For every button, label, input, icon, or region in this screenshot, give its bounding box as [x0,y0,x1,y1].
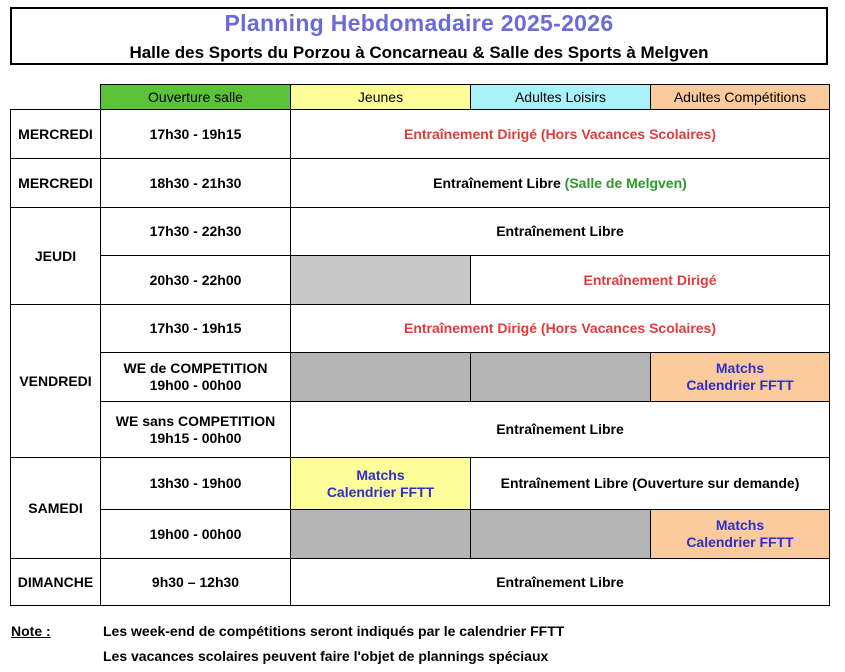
time-cell [100,158,291,208]
time-label-line1: WE sans COMPETITION [115,412,276,429]
day-label: DIMANCHE [17,573,94,590]
day-mercredi-1 [10,109,101,159]
time-cell [100,457,291,510]
time-label: 17h30 - 22h30 [149,223,242,239]
time-cell [100,304,291,353]
time-cell [100,207,291,256]
matchs-label-line2: Calendrier FFTT [326,483,435,500]
day-dimanche [10,558,101,606]
matchs-label-line2: Calendrier FFTT [686,377,794,393]
page-title: Planning Hebdomadaire 2025-2026 [224,10,614,36]
matchs-label-line2: Calendrier FFTT [686,534,794,550]
day-mercredi-2 [10,158,101,208]
page-subtitle: Halle des Sports du Porzou à Concarneau & Salle des Sports à Melgven [129,43,709,62]
activity-cell [290,304,830,353]
day-vendredi [10,304,101,458]
day-label: VENDREDI [19,372,92,389]
activity-label: Entraînement Dirigé (Hors Vacances Scolaires) [403,320,716,336]
matchs-label-line1: Matchs [715,517,765,533]
day-label: JEUDI [34,247,77,264]
matchs-cell [650,352,830,402]
time-label: 18h30 - 21h30 [149,174,242,191]
time-label: 19h00 - 00h00 [149,525,242,542]
note-label: Note : [11,623,51,639]
empty-cell [290,509,471,559]
activity-label: Entraînement Dirigé [583,271,717,288]
time-cell [100,255,291,305]
activity-label: Entraînement Dirigé (Hors Vacances Scolaires) [403,125,716,142]
time-cell [100,401,291,458]
note-line-1: Les week-end de compétitions seront indiqués par le calendrier FFTT [103,623,565,639]
time-label-line2: 19h00 - 00h00 [149,377,242,393]
activity-label: Entraînement Libre [496,421,624,437]
time-label: 17h30 - 19h15 [149,125,242,142]
note-line-2: Les vacances scolaires peuvent faire l'objet de plannings spéciaux [103,648,549,664]
header-jeunes-label: Jeunes [357,88,404,105]
activity-cell [290,207,830,256]
header-adultes-competitions [650,84,830,110]
activity-label: Entraînement Libre (Ouverture sur demande) [500,475,800,491]
matchs-label-line1: Matchs [715,360,765,376]
time-cell [100,352,291,402]
activity-cell [470,255,830,305]
header-adultes-loisirs-label: Adultes Loisirs [514,88,607,105]
time-cell [100,109,291,159]
matchs-cell [650,509,830,559]
activity-cell [290,158,830,208]
empty-cell [290,352,471,402]
day-samedi [10,457,101,559]
day-jeudi [10,207,101,305]
time-label: 9h30 – 12h30 [151,573,240,590]
header-jeunes [290,84,471,110]
activity-label: Entraînement Libre [433,174,561,191]
time-label: 17h30 - 19h15 [149,320,242,336]
header-ouverture [100,84,291,110]
day-label: SAMEDI [28,499,83,516]
activity-label: Entraînement Libre [496,573,624,590]
time-label-line2: 19h15 - 00h00 [149,429,242,446]
time-cell [100,558,291,606]
activity-cell [290,401,830,458]
time-label: 13h30 - 19h00 [149,475,242,491]
activity-cell [290,558,830,606]
empty-cell [470,352,651,402]
day-label: MERCREDI [18,125,93,142]
empty-cell [470,509,651,559]
empty-cell [290,255,471,305]
matchs-cell [290,457,471,510]
header-adultes-competitions-label: Adultes Compétitions [673,88,807,105]
activity-cell [470,457,830,510]
matchs-label-line1: Matchs [356,466,405,483]
activity-label: Entraînement Libre [496,223,624,239]
time-cell [100,509,291,559]
activity-cell [290,109,830,159]
activity-location: (Salle de Melgven) [564,174,687,191]
header-ouverture-label: Ouverture salle [148,88,243,105]
time-label-line1: WE de COMPETITION [123,360,268,376]
header-adultes-loisirs [470,84,651,110]
time-label: 20h30 - 22h00 [149,271,242,288]
day-label: MERCREDI [18,174,93,191]
title-box [10,7,828,65]
